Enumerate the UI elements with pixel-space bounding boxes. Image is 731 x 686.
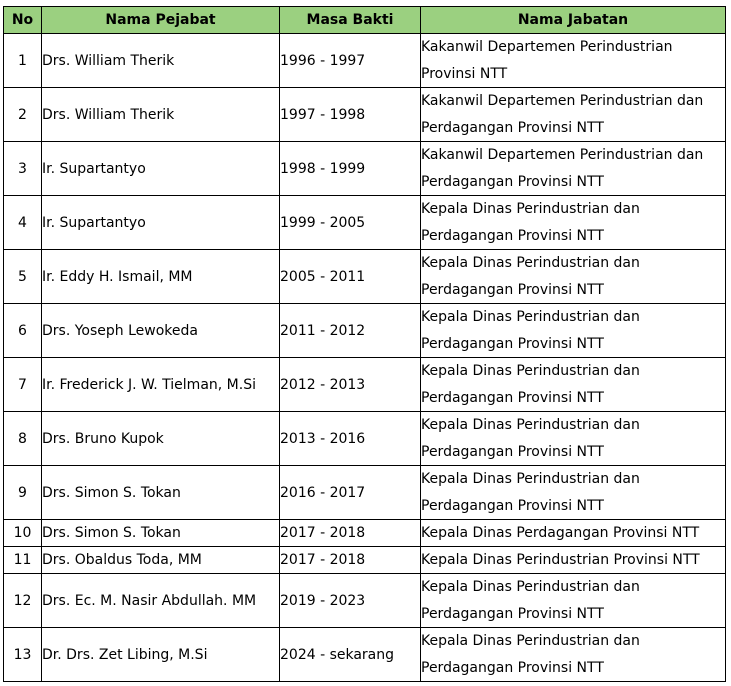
cell-title: Kepala Dinas Perindustrian Provinsi NTT — [421, 547, 726, 574]
cell-no: 2 — [4, 88, 42, 142]
cell-title: Kepala Dinas Perindustrian dan Perdagangan Provinsi NTT — [421, 304, 726, 358]
cell-title: Kepala Dinas Perdagangan Provinsi NTT — [421, 520, 726, 547]
table-row — [4, 628, 726, 682]
header-period: Masa Bakti — [280, 7, 421, 34]
cell-period: 1998 - 1999 — [280, 142, 421, 196]
table-row — [4, 358, 726, 412]
table-row — [4, 88, 726, 142]
cell-no: 1 — [4, 34, 42, 88]
cell-period: 2017 - 2018 — [280, 547, 421, 574]
cell-no: 9 — [4, 466, 42, 520]
cell-period: 1996 - 1997 — [280, 34, 421, 88]
cell-name: Ir. Supartantyo — [42, 142, 280, 196]
table-row — [4, 574, 726, 628]
cell-name: Drs. Simon S. Tokan — [42, 520, 280, 547]
cell-period: 1999 - 2005 — [280, 196, 421, 250]
cell-period: 2005 - 2011 — [280, 250, 421, 304]
header-row — [4, 7, 726, 34]
cell-title: Kepala Dinas Perindustrian dan Perdagangan Provinsi NTT — [421, 196, 726, 250]
table-row — [4, 142, 726, 196]
cell-title: Kakanwil Departemen Perindustrian dan Perdagangan Provinsi NTT — [421, 88, 726, 142]
cell-period: 1997 - 1998 — [280, 88, 421, 142]
cell-name: Drs. Simon S. Tokan — [42, 466, 280, 520]
cell-name: Drs. Obaldus Toda, MM — [42, 547, 280, 574]
cell-name: Ir. Frederick J. W. Tielman, M.Si — [42, 358, 280, 412]
cell-no: 13 — [4, 628, 42, 682]
cell-no: 8 — [4, 412, 42, 466]
cell-title: Kakanwil Departemen Perindustrian dan Perdagangan Provinsi NTT — [421, 142, 726, 196]
cell-period: 2013 - 2016 — [280, 412, 421, 466]
cell-period: 2016 - 2017 — [280, 466, 421, 520]
table-row — [4, 304, 726, 358]
header-name: Nama Pejabat — [42, 7, 280, 34]
cell-name: Drs. Yoseph Lewokeda — [42, 304, 280, 358]
cell-name: Drs. William Therik — [42, 34, 280, 88]
cell-period: 2011 - 2012 — [280, 304, 421, 358]
cell-period: 2017 - 2018 — [280, 520, 421, 547]
cell-name: Dr. Drs. Zet Libing, M.Si — [42, 628, 280, 682]
cell-no: 11 — [4, 547, 42, 574]
cell-no: 7 — [4, 358, 42, 412]
cell-title: Kepala Dinas Perindustrian dan Perdagangan Provinsi NTT — [421, 358, 726, 412]
cell-title: Kepala Dinas Perindustrian dan Perdagangan Provinsi NTT — [421, 412, 726, 466]
cell-no: 4 — [4, 196, 42, 250]
cell-no: 3 — [4, 142, 42, 196]
cell-title: Kepala Dinas Perindustrian dan Perdagangan Provinsi NTT — [421, 574, 726, 628]
table-row — [4, 250, 726, 304]
header-no: No — [4, 7, 42, 34]
cell-name: Drs. Ec. M. Nasir Abdullah. MM — [42, 574, 280, 628]
cell-no: 12 — [4, 574, 42, 628]
table-row — [4, 547, 726, 574]
cell-name: Ir. Supartantyo — [42, 196, 280, 250]
cell-title: Kepala Dinas Perindustrian dan Perdagangan Provinsi NTT — [421, 250, 726, 304]
table-row — [4, 520, 726, 547]
table-row — [4, 412, 726, 466]
cell-no: 6 — [4, 304, 42, 358]
table-row — [4, 34, 726, 88]
cell-title: Kepala Dinas Perindustrian dan Perdagangan Provinsi NTT — [421, 466, 726, 520]
officials-table — [3, 6, 726, 682]
header-title: Nama Jabatan — [421, 7, 726, 34]
cell-name: Drs. Bruno Kupok — [42, 412, 280, 466]
cell-title: Kakanwil Departemen Perindustrian Provinsi NTT — [421, 34, 726, 88]
cell-no: 5 — [4, 250, 42, 304]
cell-title: Kepala Dinas Perindustrian dan Perdagangan Provinsi NTT — [421, 628, 726, 682]
cell-name: Ir. Eddy H. Ismail, MM — [42, 250, 280, 304]
table-row — [4, 196, 726, 250]
cell-period: 2024 - sekarang — [280, 628, 421, 682]
cell-no: 10 — [4, 520, 42, 547]
table-row — [4, 466, 726, 520]
cell-name: Drs. William Therik — [42, 88, 280, 142]
cell-period: 2012 - 2013 — [280, 358, 421, 412]
cell-period: 2019 - 2023 — [280, 574, 421, 628]
